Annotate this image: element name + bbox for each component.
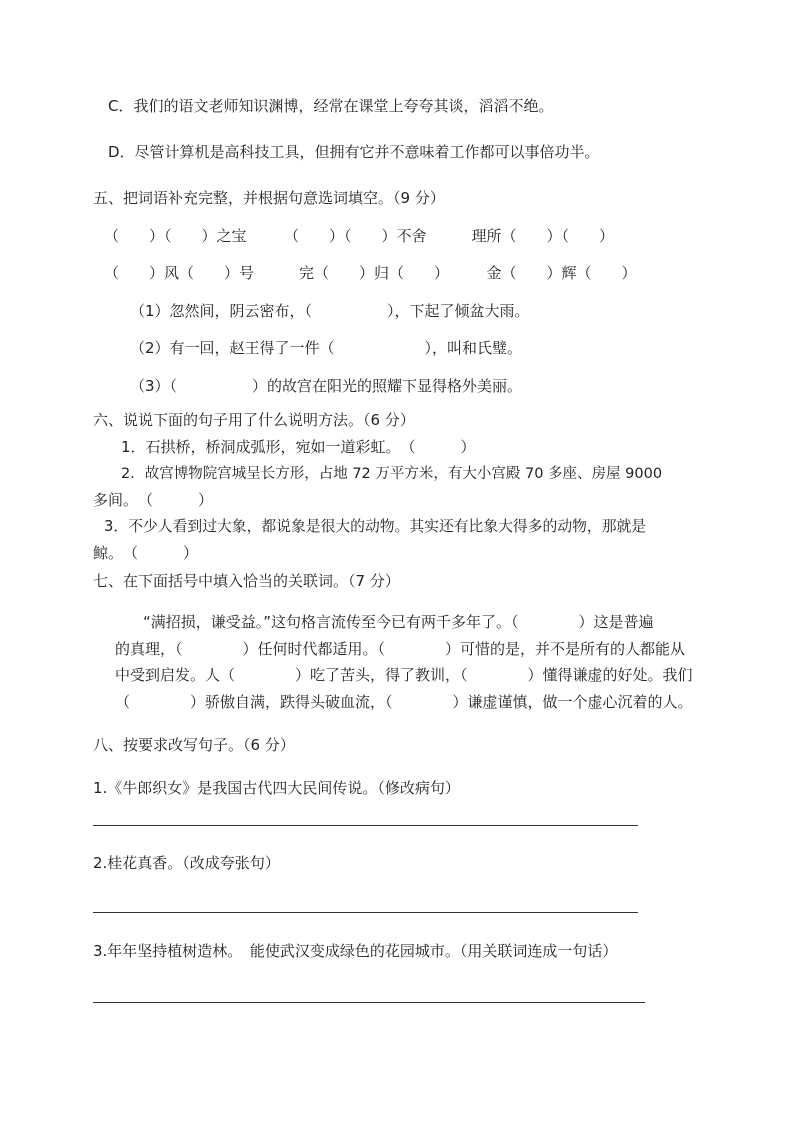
section8-question3: 3.年年坚持植树造林。 能使武汉变成绿色的花园城市。（用关联词连成一句话） bbox=[93, 942, 618, 960]
section6-question2-line2: 多间。 （ ） bbox=[93, 491, 214, 509]
option-c: C．我们的语文老师知识渊博，经常在课堂上夸夸其谈，滔滔不绝。 bbox=[108, 97, 554, 115]
answer-line-3[interactable] bbox=[93, 1002, 645, 1003]
section8-question1: 1.《牛郎织女》是我国古代四大民间传说。（修改病句） bbox=[93, 779, 460, 797]
section6-question3-line2: 鲸。 （ ） bbox=[93, 544, 199, 562]
section8-title: 八、按要求改写句子。（6 分） bbox=[93, 736, 295, 754]
section7-paragraph-line1: “满招损，谦受益。”这句格言流传至今已有两千多年了。（ ）这是普遍 bbox=[143, 613, 654, 631]
option-d: D．尽管计算机是高科技工具，但拥有它并不意味着工作都可以事倍功半。 bbox=[108, 143, 600, 161]
answer-line-1[interactable] bbox=[93, 825, 638, 826]
section6-question1: 1．石拱桥，桥洞成弧形，宛如一道彩虹。 （ ） bbox=[121, 438, 476, 456]
section7-paragraph-line2: 的真理，（ ）任何时代都适用。（ ）可惜的是，并不是所有的人都能从 bbox=[115, 640, 686, 658]
section5-question2: （2）有一回，赵王得了一件（ ），叫和氏璧。 bbox=[130, 339, 523, 357]
section6-question3-line1: 3．不少人看到过大象，都说象是很大的动物。其实还有比象大得多的动物，那就是 bbox=[104, 518, 647, 535]
section6-question2-line1: 2．故宫博物院宫城呈长方形，占地 72 万平方米，有大小宫殿 70 多座、房屋 9000 bbox=[121, 466, 663, 482]
section6-title: 六、说说下面的句子用了什么说明方法。（6 分） bbox=[93, 411, 415, 429]
section5-idiom-row2: （ ）风（ ）号 完（ ）归（ ） 金（ ）辉（ ） bbox=[104, 264, 637, 282]
section5-title: 五、把词语补充完整，并根据句意选词填空。（9 分） bbox=[93, 189, 445, 207]
section5-idiom-row1: （ ）（ ）之宝 （ ）（ ）不舍 理所（ ）（ ） bbox=[104, 227, 615, 245]
section7-paragraph-line4: （ ）骄傲自满，跌得头破血流，（ ）谦虚谨慎，做一个虚心沉着的人。 bbox=[115, 693, 693, 711]
answer-line-2[interactable] bbox=[93, 912, 638, 913]
section7-title: 七、在下面括号中填入恰当的关联词。（7 分） bbox=[93, 572, 400, 590]
section5-question3: （3）（ ）的故宫在阳光的照耀下显得格外美丽。 bbox=[130, 377, 523, 395]
section8-question2: 2.桂花真香。（改成夸张句） bbox=[93, 854, 280, 872]
section7-paragraph-line3: 中受到启发。人（ ）吃了苦头，得了教训，（ ）懂得谦虚的好处。我们 bbox=[115, 666, 693, 684]
section5-question1: （1）忽然间，阴云密布，（ ），下起了倾盆大雨。 bbox=[130, 302, 530, 320]
